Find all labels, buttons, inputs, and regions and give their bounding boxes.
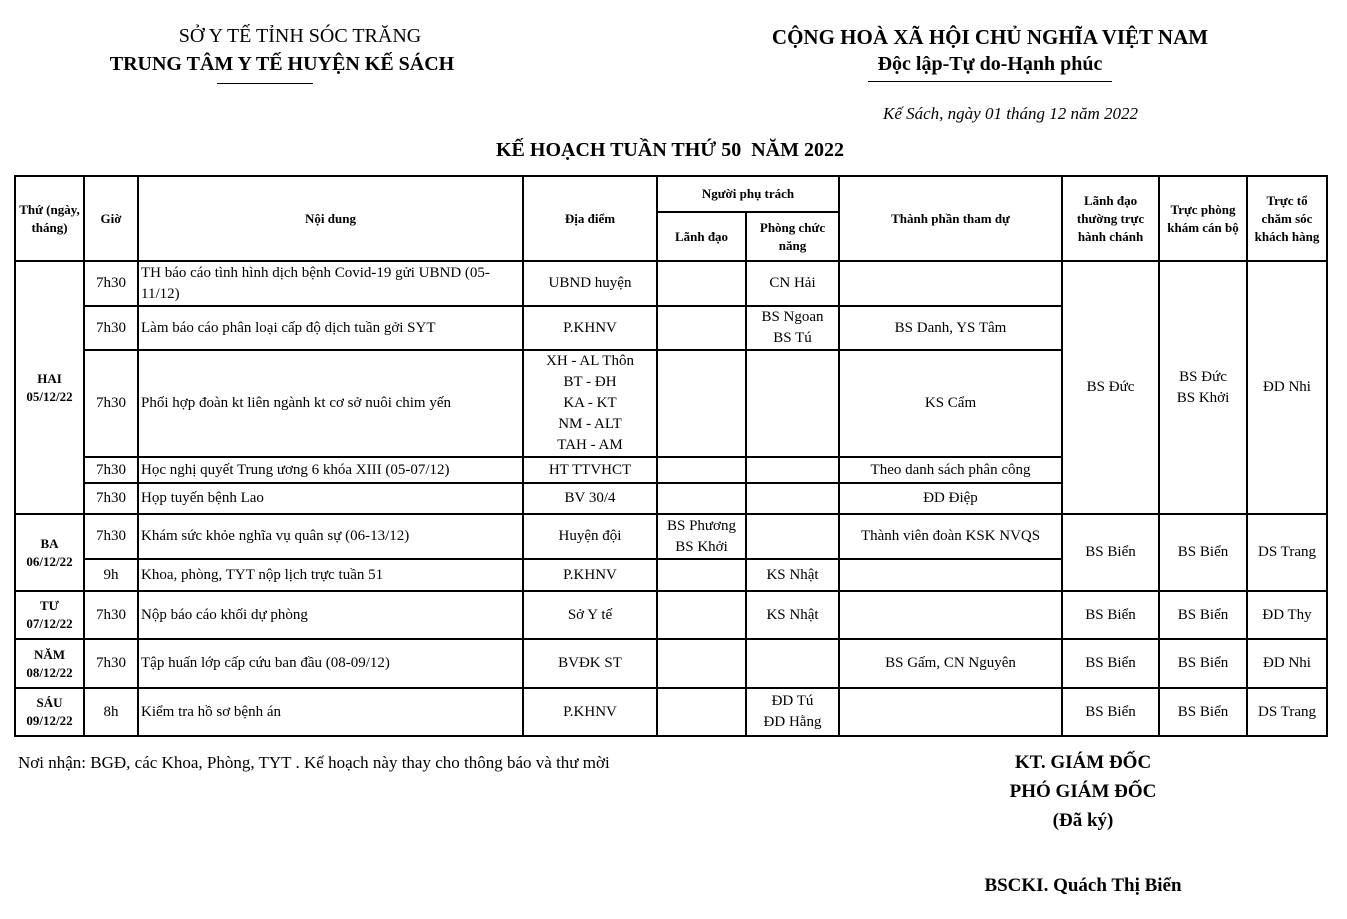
location-cell: BV 30/4 [523,483,657,514]
department-cell: CN Hải [746,261,839,306]
admin-duty-cell: BS Biển [1062,591,1159,639]
org-name: TRUNG TÂM Y TẾ HUYỆN KẾ SÁCH [109,53,455,75]
time-cell: 7h30 [84,306,138,350]
department-cell: KS Nhật [746,591,839,639]
document-date: Kế Sách, ngày 01 tháng 12 năm 2022 [883,104,1138,123]
time-cell: 7h30 [84,483,138,514]
leader-cell [657,591,746,639]
signature-title: KT. GIÁM ĐỐC [1014,752,1152,773]
weekly-plan-table [14,175,1328,737]
time-cell: 9h [84,559,138,591]
day-date: 06/12/22 [26,553,73,569]
care-duty-cell: ĐD Thy [1247,591,1327,639]
day-name: HAI [37,370,62,386]
divider [868,81,1112,82]
leader-cell [657,559,746,591]
leader-cell [657,261,746,306]
clinic-duty-cell: BS Biển [1159,639,1247,688]
participants-cell [839,688,1062,736]
org-parent: SỞ Y TẾ TỈNH SÓC TRĂNG [178,25,422,47]
participants-cell [839,261,1062,306]
participants-cell: Thành viên đoàn KSK NVQS [839,514,1062,559]
time-cell: 7h30 [84,350,138,457]
col-header-in-charge: Người phụ trách [657,176,839,212]
day-cell [15,261,84,514]
table-row [15,261,1327,306]
day-name: BA [40,535,59,551]
participants-cell: BS Gấm, CN Nguyên [839,639,1062,688]
admin-duty-cell: BS Đức [1062,261,1159,514]
leader-cell [657,483,746,514]
recipients: Nơi nhận: BGĐ, các Khoa, Phòng, TYT . Kế hoạch này thay cho thông báo và thư mời [18,753,610,772]
location-cell: XH - AL Thôn BT - ĐH KA - KT NM - ALT TAH - AM [523,350,657,457]
time-cell: 7h30 [84,514,138,559]
content-cell: Nộp báo cáo khối dự phòng [138,591,523,639]
location-cell: P.KHNV [523,306,657,350]
participants-cell: BS Danh, YS Tâm [839,306,1062,350]
table-row [15,688,1327,736]
content-cell: Kiểm tra hồ sơ bệnh án [138,688,523,736]
location-cell: P.KHNV [523,688,657,736]
department-cell: KS Nhật [746,559,839,591]
clinic-duty-cell: BS Biển [1159,688,1247,736]
care-duty-cell: DS Trang [1247,514,1327,591]
col-header-admin-duty: Lãnh đạo thường trực hành chánh [1062,176,1159,261]
leader-cell [657,688,746,736]
department-cell: BS Ngoan BS Tú [746,306,839,350]
location-cell: BVĐK ST [523,639,657,688]
signer-name: BSCKI. Quách Thị Biển [984,875,1182,896]
leader-cell: BS Phương BS Khởi [657,514,746,559]
clinic-duty-cell: BS Biển [1159,591,1247,639]
department-cell [746,514,839,559]
department-cell [746,639,839,688]
leader-cell [657,457,746,483]
day-cell [15,688,84,736]
divider [217,83,313,84]
document-title: KẾ HOẠCH TUẦN THỨ 50 NĂM 2022 [496,139,844,161]
signature-position: PHÓ GIÁM ĐỐC [1009,781,1157,802]
participants-cell: Theo danh sách phân công [839,457,1062,483]
day-date: 05/12/22 [26,388,73,404]
col-header-clinic-duty: Trực phòng khám cán bộ [1159,176,1247,261]
content-cell: Khám sức khỏe nghĩa vụ quân sự (06-13/12) [138,514,523,559]
day-name: TƯ [39,598,60,613]
day-date: 07/12/22 [26,616,73,631]
content-cell: Phối hợp đoàn kt liên ngành kt cơ sở nuôi chim yến [138,350,523,457]
day-cell [15,591,84,639]
time-cell: 8h [84,688,138,736]
content-cell: Tập huấn lớp cấp cứu ban đầu (08-09/12) [138,639,523,688]
col-header-care-duty: Trực tổ chăm sóc khách hàng [1247,176,1327,261]
admin-duty-cell: BS Biển [1062,514,1159,591]
col-header-location: Địa điểm [523,176,657,261]
clinic-duty-cell: BS Đức BS Khởi [1159,261,1247,514]
location-cell: HT TTVHCT [523,457,657,483]
leader-cell [657,639,746,688]
admin-duty-cell: BS Biển [1062,639,1159,688]
location-cell: Huyện đội [523,514,657,559]
content-cell: Họp tuyến bệnh Lao [138,483,523,514]
participants-cell: ĐD Điệp [839,483,1062,514]
care-duty-cell: DS Trang [1247,688,1327,736]
location-cell: UBND huyện [523,261,657,306]
col-header-department: Phòng chức năng [746,212,839,261]
department-cell [746,350,839,457]
day-cell [15,639,84,688]
department-cell [746,483,839,514]
motto: Độc lập-Tự do-Hạnh phúc [877,53,1103,75]
day-date: 08/12/22 [26,664,73,680]
clinic-duty-cell: BS Biển [1159,514,1247,591]
col-header-time: Giờ [84,176,138,261]
country-name: CỘNG HOÀ XÃ HỘI CHỦ NGHĨA VIỆT NAM [771,25,1209,49]
day-name: SÁU [36,695,63,710]
table-row [15,591,1327,639]
day-date: 09/12/22 [26,713,73,728]
leader-cell [657,350,746,457]
participants-cell: KS Cẩm [839,350,1062,457]
care-duty-cell: ĐD Nhi [1247,639,1327,688]
leader-cell [657,306,746,350]
day-name: NĂM [33,646,66,662]
content-cell: TH báo cáo tình hình dịch bệnh Covid-19 gửi UBND (05-11/12) [138,261,523,306]
col-header-leader: Lãnh đạo [657,212,746,261]
participants-cell [839,591,1062,639]
col-header-content: Nội dung [138,176,523,261]
department-cell [746,457,839,483]
location-cell: P.KHNV [523,559,657,591]
time-cell: 7h30 [84,457,138,483]
day-cell [15,514,84,591]
content-cell: Học nghị quyết Trung ương 6 khóa XIII (05-07/12) [138,457,523,483]
col-header-participants: Thành phần tham dự [839,176,1062,261]
time-cell: 7h30 [84,591,138,639]
content-cell: Khoa, phòng, TYT nộp lịch trực tuần 51 [138,559,523,591]
location-cell: Sở Y tế [523,591,657,639]
time-cell: 7h30 [84,639,138,688]
content-cell: Làm báo cáo phân loại cấp độ dịch tuần gởi SYT [138,306,523,350]
care-duty-cell: ĐD Nhi [1247,261,1327,514]
signed-note: (Đã ký) [1052,810,1114,831]
col-header-day: Thứ (ngày, tháng) [15,176,84,261]
table-row [15,639,1327,688]
participants-cell [839,559,1062,591]
admin-duty-cell: BS Biển [1062,688,1159,736]
department-cell: ĐD Tú ĐD Hằng [746,688,839,736]
table-row [15,514,1327,559]
time-cell: 7h30 [84,261,138,306]
